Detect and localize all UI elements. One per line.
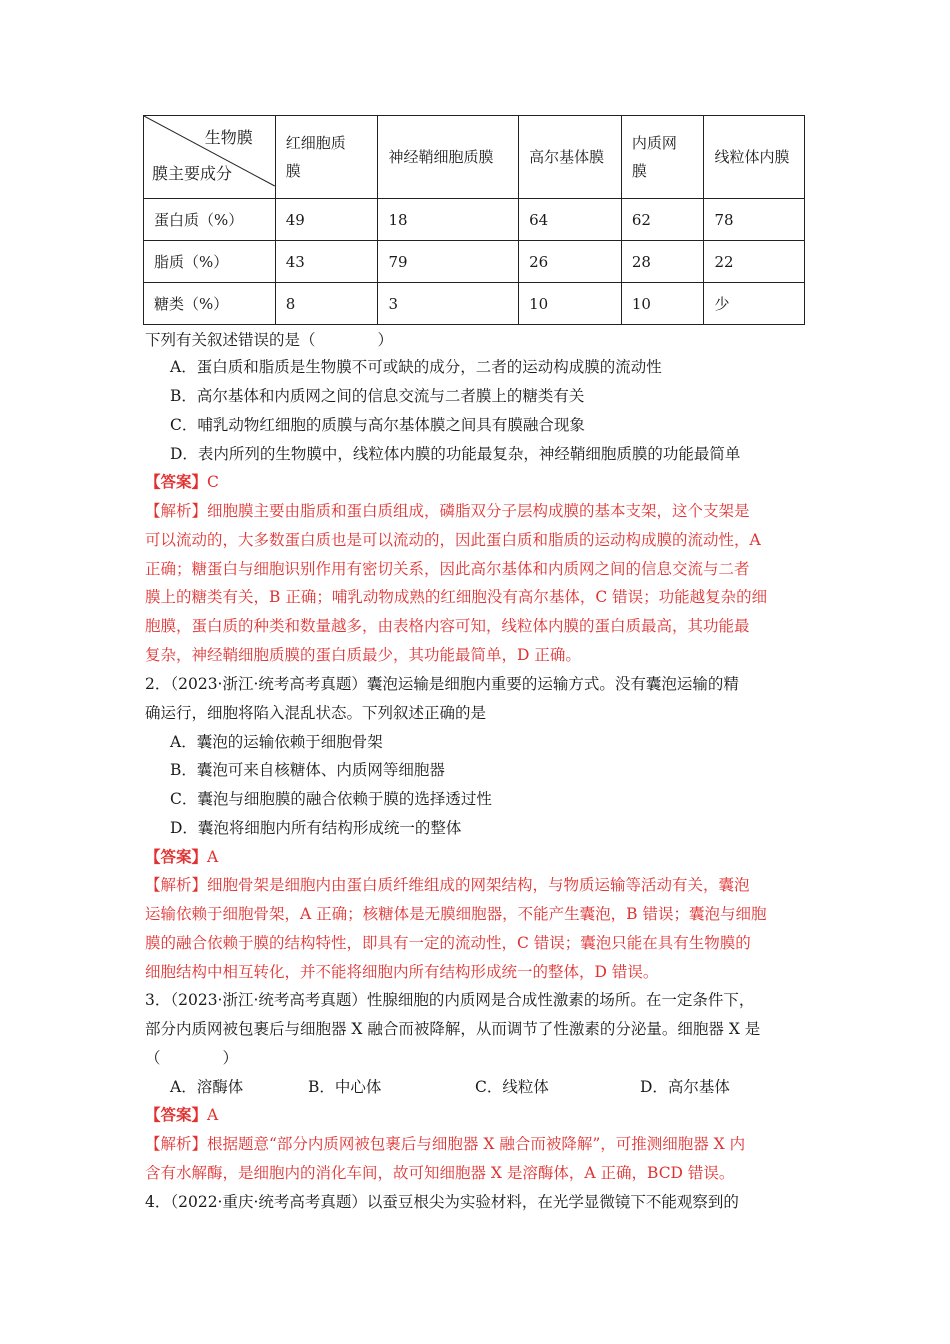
q1-analysis-line: 正确；糖蛋白与细胞识别作用有密切关系，因此高尔基体和内质网之间的信息交流与二者 [145, 560, 750, 578]
q2-stem-line: 2．（2023·浙江·统考高考真题）囊泡运输是细胞内重要的运输方式。没有囊泡运输的精 [145, 675, 739, 693]
q2-answer [145, 845, 218, 869]
q2-option-a: A．囊泡的运输依赖于细胞骨架 [170, 733, 383, 751]
table-cell: 64 [519, 199, 622, 241]
q2-option-c: C．囊泡与细胞膜的融合依赖于膜的选择透过性 [170, 790, 492, 808]
column-header [275, 116, 378, 199]
row-label: 脂质（%） [144, 241, 276, 283]
table-cell: 78 [704, 199, 805, 241]
column-header-line: 高尔基体膜 [529, 148, 605, 166]
answer-tag: 【答案】 [145, 847, 208, 866]
table-cell: 8 [275, 283, 378, 325]
q1-stem: 下列有关叙述错误的是（ ） [145, 331, 394, 349]
table-cell: 少 [704, 283, 805, 325]
q3-analysis-line: 含有水解酶，是细胞内的消化车间，故可知细胞器 X 是溶酶体，A 正确，BCD 错误。 [145, 1164, 735, 1182]
table-cell: 10 [621, 283, 704, 325]
table-cell: 43 [275, 241, 378, 283]
q2-analysis-line: 膜的融合依赖于膜的结构特性，即具有一定的流动性，C 错误；囊泡只能在具有生物膜的 [145, 934, 751, 952]
column-header-line: 神经鞘细胞质膜 [388, 148, 494, 166]
table-cell: 26 [519, 241, 622, 283]
q1-analysis-line: 复杂，神经鞘细胞质膜的蛋白质最少，其功能最简单，D 正确。 [145, 646, 581, 664]
column-header-line: 内质网 [631, 134, 677, 152]
table-row [144, 241, 805, 283]
answer-value: A [207, 848, 219, 866]
diagonal-header-cell [144, 116, 276, 199]
q3-analysis-line: 【解析】根据题意“部分内质网被包裹后与细胞器 X 融合而被降解”，可推测细胞器 X 内 [145, 1135, 746, 1153]
table-header-row [144, 116, 805, 199]
q1-analysis-line: 胞膜，蛋白质的种类和数量越多，由表格内容可知，线粒体内膜的蛋白质最高，其功能最 [145, 617, 750, 635]
q3-stem-line: （ ） [145, 1049, 239, 1067]
table-cell: 18 [378, 199, 519, 241]
q1-analysis-line: 可以流动的，大多数蛋白质也是可以流动的，因此蛋白质和脂质的运动构成膜的流动性，A [145, 531, 761, 549]
table-row [144, 283, 805, 325]
q3-option-b: B．中心体 [308, 1078, 382, 1096]
column-header-line: 红细胞质 [285, 134, 346, 152]
answer-value: C [207, 473, 219, 491]
answer-tag: 【答案】 [145, 1105, 208, 1124]
table-cell: 28 [621, 241, 704, 283]
membrane-composition-table [143, 115, 805, 325]
table-cell: 22 [704, 241, 805, 283]
column-header-line: 膜 [285, 162, 301, 180]
q2-analysis-line: 【解析】细胞骨架是细胞内由蛋白质纤维组成的网架结构，与物质运输等活动有关，囊泡 [145, 876, 750, 894]
table-cell: 3 [378, 283, 519, 325]
q3-stem-line: 部分内质网被包裹后与细胞器 X 融合而被降解，从而调节了性激素的分泌量。细胞器 X 是 [145, 1020, 761, 1038]
q4-stem-line: 4．（2022·重庆·统考高考真题）以蚕豆根尖为实验材料，在光学显微镜下不能观察到的 [145, 1193, 739, 1211]
column-header [519, 116, 622, 199]
answer-tag: 【答案】 [145, 472, 208, 491]
table-cell: 79 [378, 241, 519, 283]
answer-value: A [207, 1106, 219, 1124]
q2-stem-line: 确运行，细胞将陷入混乱状态。下列叙述正确的是 [145, 704, 487, 722]
q3-option-a: A．溶酶体 [170, 1078, 244, 1096]
header-membrane-label: 生物膜 [204, 128, 253, 147]
q1-option-d: D．表内所列的生物膜中，线粒体内膜的功能最复杂，神经鞘细胞质膜的功能最简单 [170, 445, 741, 463]
column-header-line: 膜 [631, 162, 647, 180]
q1-option-b: B．高尔基体和内质网之间的信息交流与二者膜上的糖类有关 [170, 387, 585, 405]
column-header [378, 116, 519, 199]
table-row [144, 199, 805, 241]
q1-analysis-line: 【解析】细胞膜主要由脂质和蛋白质组成，磷脂双分子层构成膜的基本支架，这个支架是 [145, 502, 750, 520]
q1-option-a: A．蛋白质和脂质是生物膜不可或缺的成分，二者的运动构成膜的流动性 [170, 358, 662, 376]
q1-answer [145, 470, 219, 494]
q2-option-b: B．囊泡可来自核糖体、内质网等细胞器 [170, 761, 445, 779]
table-cell: 49 [275, 199, 378, 241]
row-label: 蛋白质（%） [144, 199, 276, 241]
q1-option-c: C．哺乳动物红细胞的质膜与高尔基体膜之间具有膜融合现象 [170, 416, 585, 434]
column-header [621, 116, 704, 199]
q2-option-d: D．囊泡将细胞内所有结构形成统一的整体 [170, 819, 462, 837]
header-component-label: 膜主要成分 [152, 164, 233, 183]
table-cell: 62 [621, 199, 704, 241]
q3-stem-line: 3．（2023·浙江·统考高考真题）性腺细胞的内质网是合成性激素的场所。在一定条件下， [145, 991, 755, 1009]
row-label: 糖类（%） [144, 283, 276, 325]
table-cell: 10 [519, 283, 622, 325]
q1-analysis-line: 膜上的糖类有关，B 正确；哺乳动物成熟的红细胞没有高尔基体，C 错误；功能越复杂的细 [145, 588, 768, 606]
q3-option-c: C．线粒体 [475, 1078, 549, 1096]
column-header [704, 116, 805, 199]
q3-answer [145, 1103, 218, 1127]
column-header-line: 线粒体内膜 [714, 148, 790, 166]
q3-option-d: D．高尔基体 [640, 1078, 730, 1096]
q2-analysis-line: 运输依赖于细胞骨架，A 正确；核糖体是无膜细胞器，不能产生囊泡，B 错误；囊泡与细胞 [145, 905, 767, 923]
q2-analysis-line: 细胞结构中相互转化，并不能将细胞内所有结构形成统一的整体，D 错误。 [145, 963, 659, 981]
